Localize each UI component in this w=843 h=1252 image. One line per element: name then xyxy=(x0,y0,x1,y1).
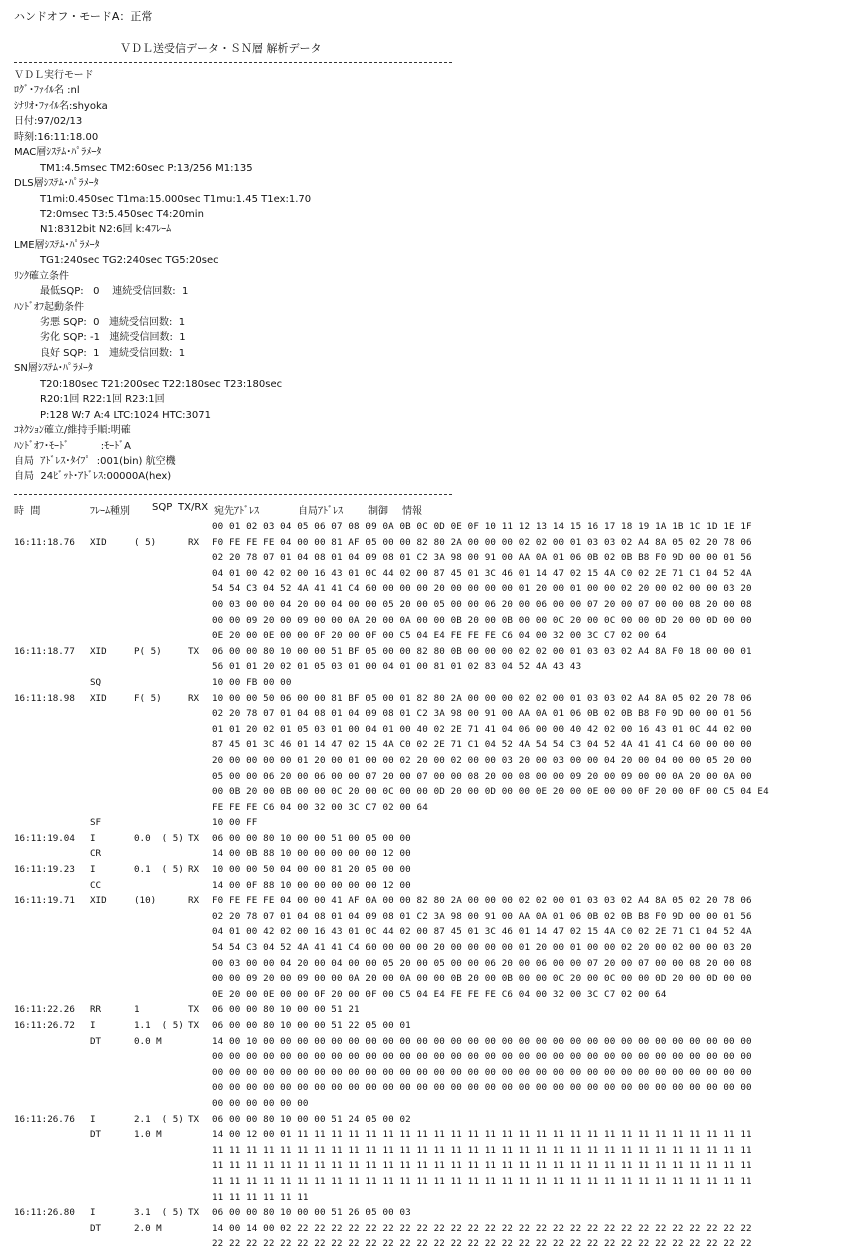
log-hex-data: 02 20 78 07 01 04 08 01 04 09 08 01 C2 3A 98 00 91 00 AA 0A 01 06 0B 02 0B B8 F0 9D 00 00 01 56 xyxy=(212,910,752,922)
log-row xyxy=(0,535,843,551)
log-row xyxy=(0,909,843,925)
separator-middle xyxy=(14,494,452,495)
log-frame-type: I xyxy=(90,832,96,844)
log-row xyxy=(0,862,843,878)
parameter-line: T1mi:0.450sec T1ma:15.000sec T1mu:1.45 T1ex:1.70 xyxy=(40,193,312,205)
log-frame-type: DT xyxy=(90,1129,102,1141)
log-hex-data: 00 00 09 20 00 09 00 00 0A 20 00 0A 00 00 0B 20 00 0B 00 00 0C 20 00 0C 00 00 0D 20 00 0D 00 00 xyxy=(212,614,752,626)
log-row xyxy=(0,1080,843,1096)
log-txrx: TX xyxy=(188,645,200,657)
log-txrx: TX xyxy=(188,1020,200,1031)
log-row xyxy=(0,1002,843,1018)
page-title: ハンドオフ・モードA：正常 xyxy=(14,10,153,23)
log-frame-type: SF xyxy=(90,817,102,829)
log-row xyxy=(0,659,843,675)
log-row xyxy=(0,566,843,582)
log-hex-data: 06 00 00 80 10 00 00 51 24 05 00 02 xyxy=(212,1113,411,1125)
col-txrx: TX/RX xyxy=(178,502,209,513)
log-hex-data: FE FE FE C6 04 00 32 00 3C C7 02 00 64 xyxy=(212,801,428,813)
log-row xyxy=(0,519,843,535)
log-hex-data: 14 00 10 00 00 00 00 00 00 00 00 00 00 00 00 00 00 00 00 00 00 00 00 00 00 00 00 00 00 00 00 00 xyxy=(212,1035,752,1047)
parameter-line: 最低SQP: 0 連続受信回数: 1 xyxy=(40,286,189,298)
log-row xyxy=(0,581,843,597)
log-frame-type: DT xyxy=(90,1035,102,1047)
log-sqp: 0.1 ( 5) xyxy=(134,864,184,876)
log-time: 16:11:19.23 xyxy=(14,864,75,876)
log-time: 16:11:18.77 xyxy=(14,645,75,657)
log-row xyxy=(0,1065,843,1081)
log-hex-data: 00 01 02 03 04 05 06 07 08 09 0A 0B 0C 0D 0E 0F 10 11 12 13 14 15 16 17 18 19 1A 1B 1C 1D 1E 1F xyxy=(212,521,752,532)
log-row xyxy=(0,893,843,909)
log-row xyxy=(0,878,843,894)
log-hex-data: 54 54 C3 04 52 4A 41 41 C4 60 00 00 00 20 00 00 00 00 01 20 00 01 00 00 02 20 00 02 00 00 03 20 xyxy=(212,583,752,595)
log-frame-type: RR xyxy=(90,1004,102,1016)
log-frame-type: I xyxy=(90,1113,96,1125)
log-row xyxy=(0,1190,843,1206)
log-row xyxy=(0,800,843,816)
parameter-line: ﾊﾝﾄﾞｵﾌ起動条件 xyxy=(14,301,84,313)
parameter-line: 良好 SQP: 1 連続受信回数: 1 xyxy=(40,347,186,359)
log-hex-data: 10 00 00 50 04 00 00 81 20 05 00 00 xyxy=(212,864,411,876)
log-row xyxy=(0,1127,843,1143)
log-txrx: TX xyxy=(188,832,200,844)
parameter-line: ＶＤＬ実行モード xyxy=(14,70,94,81)
log-sqp: 1.1 ( 5) xyxy=(134,1020,184,1031)
log-row xyxy=(0,1221,843,1237)
log-frame-type: XID xyxy=(90,895,107,907)
log-hex-data: 56 01 01 20 02 01 05 03 01 00 04 01 00 81 01 02 83 04 52 4A 43 43 xyxy=(212,661,582,673)
log-hex-data: 11 11 11 11 11 11 11 11 11 11 11 11 11 11 11 11 11 11 11 11 11 11 11 11 11 11 11 11 11 11 11 11 xyxy=(212,1160,752,1172)
log-txrx: RX xyxy=(188,864,200,876)
log-hex-data: 00 00 00 00 00 00 00 00 00 00 00 00 00 00 00 00 00 00 00 00 00 00 00 00 00 00 00 00 00 00 00 00 xyxy=(212,1066,752,1078)
parameter-line: ﾊﾝﾄﾞｵﾌ･ﾓｰﾄﾞ :ﾓｰﾄﾞA xyxy=(14,440,131,452)
log-hex-data: 00 00 00 00 00 00 xyxy=(212,1097,309,1109)
log-time: 16:11:26.72 xyxy=(14,1020,75,1031)
parameter-line: T2:0msec T3:5.450sec T4:20min xyxy=(40,208,204,220)
log-row xyxy=(0,737,843,753)
parameter-line: R20:1回 R22:1回 R23:1回 xyxy=(40,394,165,406)
log-hex-data: 11 11 11 11 11 11 11 11 11 11 11 11 11 11 11 11 11 11 11 11 11 11 11 11 11 11 11 11 11 11 11 11 xyxy=(212,1175,752,1187)
parameter-line: TM1:4.5msec TM2:60sec P:13/256 M1:135 xyxy=(40,162,253,174)
log-hex-data: 01 01 20 02 01 05 03 01 00 04 01 00 40 02 2E 71 41 04 06 00 00 40 42 02 00 16 43 01 0C 44 02 00 xyxy=(212,723,752,735)
log-row xyxy=(0,628,843,644)
log-frame-type: SQ xyxy=(90,676,102,688)
log-hex-data: 04 01 00 42 02 00 16 43 01 0C 44 02 00 87 45 01 3C 46 01 14 47 02 15 4A C0 02 2E 71 C1 04 52 4A xyxy=(212,567,752,579)
log-frame-type: CC xyxy=(90,879,102,891)
log-txrx: RX xyxy=(188,692,200,704)
log-hex-data: 10 00 FF xyxy=(212,817,258,829)
frame-log xyxy=(0,519,843,1252)
log-sqp: 1 xyxy=(134,1004,140,1016)
log-hex-data: 14 00 0B 88 10 00 00 00 00 00 12 00 xyxy=(212,848,411,860)
log-hex-data: 00 03 00 00 04 20 00 04 00 00 05 20 00 05 00 00 06 20 00 06 00 00 07 20 00 07 00 00 08 20 00 08 xyxy=(212,598,752,610)
log-sqp: 0.0 M xyxy=(134,1035,162,1047)
log-txrx: TX xyxy=(188,1207,200,1219)
log-hex-data: 02 20 78 07 01 04 08 01 04 09 08 01 C2 3A 98 00 91 00 AA 0A 01 06 0B 02 0B B8 F0 9D 00 00 01 56 xyxy=(212,552,752,564)
log-sqp: 0.0 ( 5) xyxy=(134,832,184,844)
col-time: 時 間 xyxy=(14,506,41,517)
log-sqp: ( 5) xyxy=(134,536,157,548)
log-hex-data: F0 FE FE FE 04 00 00 81 AF 05 00 00 82 80 2A 00 00 00 02 02 00 01 03 03 02 A4 8A 05 02 20 78 06 xyxy=(212,536,752,548)
log-sqp: 3.1 ( 5) xyxy=(134,1207,184,1219)
log-hex-data: 0E 20 00 0E 00 00 0F 20 00 0F 00 C5 04 E4 FE FE FE C6 04 00 32 00 3C C7 02 00 64 xyxy=(212,630,667,642)
log-txrx: RX xyxy=(188,536,200,548)
log-time: 16:11:26.76 xyxy=(14,1113,75,1125)
log-hex-data: 11 11 11 11 11 11 xyxy=(212,1191,309,1203)
log-txrx: TX xyxy=(188,1113,200,1125)
log-row xyxy=(0,987,843,1003)
parameter-line: 時刻:16:11:18.00 xyxy=(14,131,99,143)
parameter-line: ﾛｸﾞ･ﾌｧｲﾙ名 :nl xyxy=(14,85,80,97)
log-row xyxy=(0,1049,843,1065)
log-row xyxy=(0,644,843,660)
log-hex-data: 0E 20 00 0E 00 00 0F 20 00 0F 00 C5 04 E4 FE FE FE C6 04 00 32 00 3C C7 02 00 64 xyxy=(212,988,667,1000)
col-info: 情報 xyxy=(402,506,422,517)
col-frame: ﾌﾚｰﾑ種別 xyxy=(90,506,130,517)
log-hex-data: 22 22 22 22 22 22 22 22 22 22 22 22 22 22 22 22 22 22 22 22 22 22 22 22 22 22 22 22 22 22 22 22 xyxy=(212,1238,752,1250)
log-hex-data: 10 00 FB 00 00 xyxy=(212,676,292,688)
log-time: 16:11:26.80 xyxy=(14,1207,75,1219)
log-hex-data: 06 00 00 80 10 00 00 51 26 05 00 03 xyxy=(212,1207,411,1219)
log-txrx: RX xyxy=(188,895,200,907)
log-frame-type: I xyxy=(90,1207,96,1219)
log-hex-data: 06 00 00 80 10 00 00 51 00 05 00 00 xyxy=(212,832,411,844)
separator-top xyxy=(14,62,452,63)
log-row xyxy=(0,675,843,691)
log-row xyxy=(0,613,843,629)
log-hex-data: 00 0B 20 00 0B 00 00 0C 20 00 0C 00 00 0D 20 00 0D 00 00 0E 20 00 0E 00 00 0F 20 00 0F 00 C5 04 E4 xyxy=(212,786,769,798)
log-hex-data: 54 54 C3 04 52 4A 41 41 C4 60 00 00 00 20 00 00 00 00 01 20 00 01 00 00 02 20 00 02 00 00 03 20 xyxy=(212,942,752,954)
log-row xyxy=(0,1143,843,1159)
parameter-line: P:128 W:7 A:4 LTC:1024 HTC:3071 xyxy=(40,409,211,421)
log-hex-data: 06 00 00 80 10 00 00 51 21 xyxy=(212,1004,360,1016)
parameter-line: 劣悪 SQP: 0 連続受信回数: 1 xyxy=(40,317,186,328)
log-frame-type: DT xyxy=(90,1222,102,1234)
log-row xyxy=(0,722,843,738)
log-row xyxy=(0,1034,843,1050)
log-hex-data: F0 FE FE FE 04 00 00 41 AF 0A 00 00 82 80 2A 00 00 00 02 02 00 01 03 03 02 A4 8A 05 02 20 78 06 xyxy=(212,895,752,907)
log-sqp: P( 5) xyxy=(134,645,162,657)
parameter-line: ｺﾈｸｼｮﾝ確立/維持手順:明確 xyxy=(14,425,131,437)
log-hex-data: 05 00 00 06 20 00 06 00 00 07 20 00 07 00 00 08 20 00 08 00 00 09 20 00 09 00 00 0A 20 00 0A 00 xyxy=(212,770,752,782)
log-frame-type: XID xyxy=(90,645,107,657)
log-row xyxy=(0,753,843,769)
col-src: 自局ｱﾄﾞﾚｽ xyxy=(298,506,343,517)
log-row xyxy=(0,1112,843,1128)
log-row xyxy=(0,815,843,831)
log-time: 16:11:18.98 xyxy=(14,692,75,704)
parameter-line: 自局 ｱﾄﾞﾚｽ･ﾀｲﾌﾟ :001(bin) 航空機 xyxy=(14,455,176,467)
log-hex-data: 10 00 00 50 06 00 00 81 BF 05 00 01 82 80 2A 00 00 00 02 02 00 01 03 03 02 A4 8A 05 02 20 78 06 xyxy=(212,692,752,704)
log-row xyxy=(0,1018,843,1034)
page-subtitle: ＶＤＬ送受信データ・ＳＮ層 解析データ xyxy=(120,42,322,55)
log-time: 16:11:19.04 xyxy=(14,832,75,844)
log-hex-data: 00 03 00 00 04 20 00 04 00 00 05 20 00 05 00 00 06 20 00 06 00 00 07 20 00 07 00 00 08 20 00 08 xyxy=(212,957,752,969)
parameter-line: 日付:97/02/13 xyxy=(14,116,83,128)
log-row xyxy=(0,846,843,862)
log-time: 16:11:18.76 xyxy=(14,536,75,548)
log-sqp: 1.0 M xyxy=(134,1129,162,1141)
log-time: 16:11:19.71 xyxy=(14,895,75,907)
log-frame-type: XID xyxy=(90,536,107,548)
log-hex-data: 00 00 00 00 00 00 00 00 00 00 00 00 00 00 00 00 00 00 00 00 00 00 00 00 00 00 00 00 00 00 00 00 xyxy=(212,1051,752,1063)
log-row xyxy=(0,971,843,987)
log-hex-data: 11 11 11 11 11 11 11 11 11 11 11 11 11 11 11 11 11 11 11 11 11 11 11 11 11 11 11 11 11 11 11 11 xyxy=(212,1144,752,1156)
parameter-line: TG1:240sec TG2:240sec TG5:20sec xyxy=(40,255,219,267)
log-sqp: 2.1 ( 5) xyxy=(134,1113,184,1125)
log-row xyxy=(0,1174,843,1190)
parameter-line: 劣化 SQP: -1 連続受信回数: 1 xyxy=(40,332,186,344)
log-hex-data: 00 00 00 00 00 00 00 00 00 00 00 00 00 00 00 00 00 00 00 00 00 00 00 00 00 00 00 00 00 00 00 00 xyxy=(212,1082,752,1094)
log-row xyxy=(0,1096,843,1112)
log-hex-data: 06 00 00 80 10 00 00 51 BF 05 00 00 82 80 0B 00 00 00 02 02 00 01 03 03 02 A4 8A F0 18 00 00 01 xyxy=(212,645,752,657)
log-hex-data: 04 01 00 42 02 00 16 43 01 0C 44 02 00 87 45 01 3C 46 01 14 47 02 15 4A C0 02 2E 71 C1 04 52 4A xyxy=(212,926,752,938)
parameter-line: ﾘﾝｸ確立条件 xyxy=(14,270,69,282)
log-row xyxy=(0,784,843,800)
log-row xyxy=(0,1236,843,1252)
col-sqp: SQP xyxy=(152,502,173,513)
col-ctrl: 制御 xyxy=(368,506,388,517)
log-row xyxy=(0,831,843,847)
parameter-line: SN層ｼｽﾃﾑ･ﾊﾟﾗﾒｰﾀ xyxy=(14,363,93,375)
parameter-block xyxy=(14,68,311,485)
log-hex-data: 87 45 01 3C 46 01 14 47 02 15 4A C0 02 2E 71 C1 04 52 4A 54 54 C3 04 52 4A 41 41 C4 60 00 00 00 xyxy=(212,739,752,751)
log-sqp: 2.0 M xyxy=(134,1222,162,1234)
log-row xyxy=(0,550,843,566)
log-row xyxy=(0,706,843,722)
log-hex-data: 14 00 0F 88 10 00 00 00 00 00 12 00 xyxy=(212,879,411,891)
log-sqp: F( 5) xyxy=(134,692,162,704)
log-hex-data: 14 00 12 00 01 11 11 11 11 11 11 11 11 11 11 11 11 11 11 11 11 11 11 11 11 11 11 11 11 11 11 11 xyxy=(212,1129,752,1141)
log-row xyxy=(0,940,843,956)
log-row xyxy=(0,1205,843,1221)
log-frame-type: I xyxy=(90,1020,96,1031)
log-sqp: (10) xyxy=(134,895,157,907)
log-frame-type: CR xyxy=(90,848,102,860)
log-hex-data: 14 00 14 00 02 22 22 22 22 22 22 22 22 22 22 22 22 22 22 22 22 22 22 22 22 22 22 22 22 22 22 22 xyxy=(212,1222,752,1234)
parameter-line: LME層ｼｽﾃﾑ･ﾊﾟﾗﾒｰﾀ xyxy=(14,239,100,251)
log-hex-data: 06 00 00 80 10 00 00 51 22 05 00 01 xyxy=(212,1020,411,1031)
log-frame-type: XID xyxy=(90,692,107,704)
log-time: 16:11:22.26 xyxy=(14,1004,75,1016)
log-txrx: TX xyxy=(188,1004,200,1016)
log-row xyxy=(0,956,843,972)
log-row xyxy=(0,597,843,613)
log-row xyxy=(0,691,843,707)
parameter-line: MAC層ｼｽﾃﾑ･ﾊﾟﾗﾒｰﾀ xyxy=(14,147,102,159)
log-hex-data: 00 00 09 20 00 09 00 00 0A 20 00 0A 00 00 0B 20 00 0B 00 00 0C 20 00 0C 00 00 0D 20 00 0D 00 00 xyxy=(212,973,752,985)
log-frame-type: I xyxy=(90,864,96,876)
parameter-line: N1:8312bit N2:6回 k:4ﾌﾚｰﾑ xyxy=(40,224,172,236)
parameter-line: ｼﾅﾘｵ･ﾌｧｲﾙ名:shyoka xyxy=(14,100,108,112)
col-dest: 宛先ｱﾄﾞﾚｽ xyxy=(214,506,259,517)
log-hex-data: 20 00 00 00 00 01 20 00 01 00 00 02 20 00 02 00 00 03 20 00 03 00 00 04 20 00 04 00 00 05 20 00 xyxy=(212,754,752,766)
log-row xyxy=(0,769,843,785)
log-hex-data: 02 20 78 07 01 04 08 01 04 09 08 01 C2 3A 98 00 91 00 AA 0A 01 06 0B 02 0B B8 F0 9D 00 00 01 56 xyxy=(212,708,752,720)
parameter-line: 自局 24ﾋﾞｯﾄ･ｱﾄﾞﾚｽ:00000A(hex) xyxy=(14,471,172,483)
log-row xyxy=(0,924,843,940)
log-row xyxy=(0,1158,843,1174)
parameter-line: T20:180sec T21:200sec T22:180sec T23:180sec xyxy=(40,378,283,390)
parameter-line: DLS層ｼｽﾃﾑ･ﾊﾟﾗﾒｰﾀ xyxy=(14,178,99,190)
